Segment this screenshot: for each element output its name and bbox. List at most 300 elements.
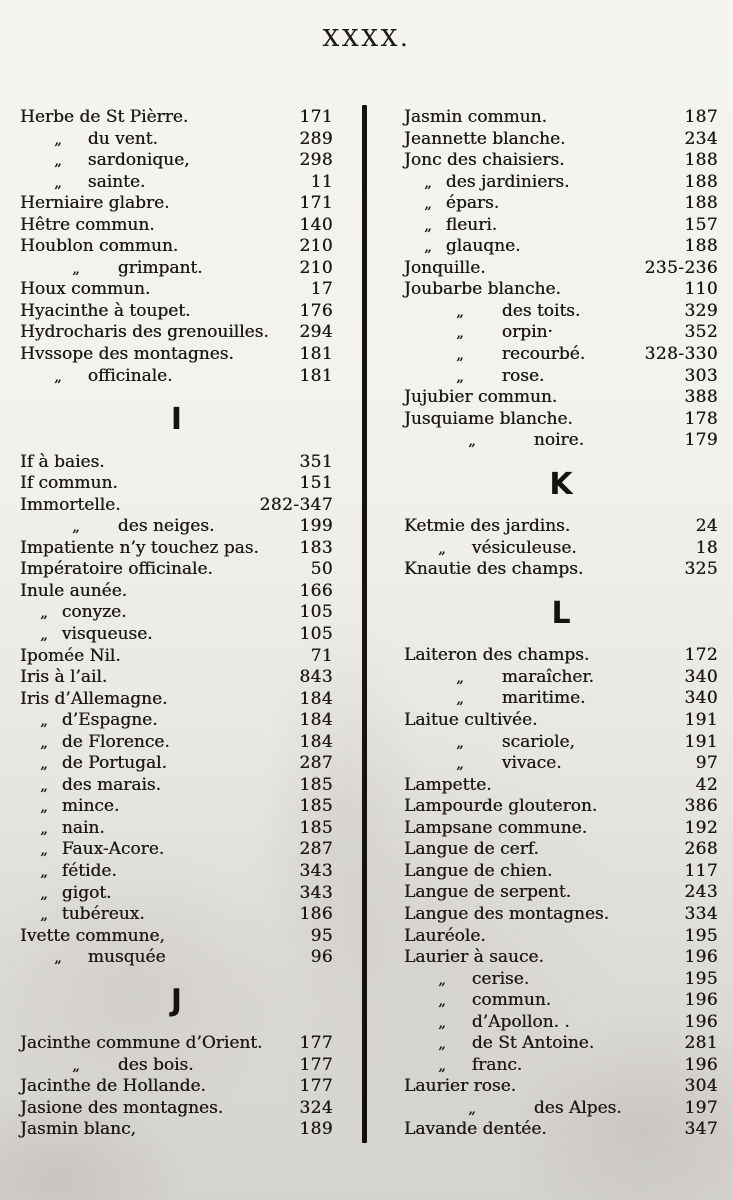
entry-page-number: 71: [310, 645, 333, 666]
entry-page-number: 177: [299, 1054, 333, 1075]
ditto-mark: „: [40, 624, 48, 643]
index-entry: [404, 301, 718, 323]
entry-label: noire.: [533, 430, 584, 451]
entry-label: de Florence.: [61, 731, 170, 752]
entry-label: Impératoire officinale.: [20, 559, 213, 580]
entry-page-number: 185: [299, 817, 333, 838]
index-entry: [404, 150, 718, 172]
entry-label: orpin·: [501, 322, 553, 343]
index-entry: [20, 883, 333, 905]
ditto-mark: „: [456, 323, 464, 342]
index-entry: [404, 1055, 718, 1077]
ditto-mark: „: [54, 129, 62, 148]
entry-label: Jacinthe de Hollande.: [20, 1076, 206, 1097]
index-entry: [20, 689, 333, 711]
index-entry: [404, 430, 718, 452]
index-entry: [404, 107, 718, 129]
entry-page-number: 110: [684, 279, 718, 300]
index-entry: [404, 1098, 718, 1120]
entry-page-number: 268: [684, 839, 718, 860]
entry-label: Lavande dentée.: [404, 1119, 547, 1140]
ditto-mark: „: [468, 1098, 476, 1117]
entry-label: vivace.: [501, 753, 562, 774]
index-entry: [404, 947, 718, 969]
index-entry: [404, 279, 718, 301]
entry-page-number: 289: [299, 128, 333, 149]
entry-page-number: 172: [684, 645, 718, 666]
entry-page-number: 196: [684, 947, 718, 968]
entry-page-number: 157: [684, 214, 718, 235]
entry-page-number: 351: [299, 451, 333, 472]
ditto-mark: „: [456, 301, 464, 320]
index-entry: [20, 861, 333, 883]
entry-label: d’Apollon. .: [471, 1011, 570, 1032]
entry-label: Langue de chien.: [404, 860, 553, 881]
ditto-mark: „: [438, 969, 446, 988]
ditto-mark: „: [40, 732, 48, 751]
ditto-mark: „: [40, 905, 48, 924]
entry-page-number: 195: [684, 968, 718, 989]
ditto-mark: „: [40, 862, 48, 880]
entry-page-number: 171: [299, 107, 333, 127]
entry-page-number: 235-236: [644, 257, 718, 278]
entry-page-number: 105: [299, 623, 333, 644]
entry-page-number: 188: [684, 193, 718, 214]
ditto-mark: „: [438, 538, 446, 557]
index-entry: [404, 926, 718, 948]
index-entry: [404, 236, 718, 258]
index-entry: [20, 473, 333, 495]
ditto-mark: „: [72, 517, 80, 536]
page-folio-number: XXXX.: [322, 26, 411, 52]
entry-label: musquée: [87, 947, 166, 968]
index-entry: [20, 926, 333, 948]
index-entry: [404, 559, 718, 581]
ditto-mark: „: [72, 258, 80, 277]
entry-label: Langue de cerf.: [404, 839, 539, 860]
entry-page-number: 287: [299, 753, 333, 774]
index-entry: [404, 861, 718, 883]
entry-page-number: 195: [684, 925, 718, 946]
index-entry: [20, 602, 333, 624]
index-entry: [404, 732, 718, 754]
index-entry: [404, 538, 718, 560]
section-letter-i: I: [170, 401, 183, 437]
entry-page-number: 325: [684, 559, 718, 580]
entry-page-number: 186: [299, 904, 333, 925]
entry-label: Lampsane commune.: [404, 817, 588, 838]
index-entry: [404, 1119, 718, 1141]
entry-label: épars.: [445, 193, 500, 214]
ditto-mark: „: [456, 732, 464, 751]
entry-label: Jusquiame blanche.: [404, 408, 573, 429]
index-entry: [404, 969, 718, 991]
entry-label: de St Antoine.: [471, 1033, 595, 1054]
entry-page-number: 188: [684, 171, 718, 192]
index-entry: [404, 1012, 718, 1034]
entry-label: Hydrocharis des grenouilles.: [20, 322, 269, 343]
entry-label: Immortelle.: [20, 494, 121, 515]
entry-label: fétide.: [61, 861, 117, 881]
entry-page-number: 185: [299, 796, 333, 817]
ditto-mark: „: [40, 603, 48, 622]
entry-page-number: 196: [684, 1011, 718, 1032]
section-letter-j: J: [170, 983, 183, 1019]
section-letter-k: K: [549, 466, 573, 502]
entry-label: Jeannette blanche.: [404, 128, 566, 149]
ditto-mark: „: [40, 818, 48, 837]
entry-page-number: 352: [684, 322, 718, 343]
entry-page-number: 340: [684, 688, 718, 709]
index-entry: [404, 516, 718, 538]
index-entry: [404, 322, 718, 344]
entry-label: Jacinthe commune d’Orient.: [20, 1033, 263, 1054]
entry-page-number: 388: [684, 387, 718, 408]
index-entry: [404, 366, 718, 388]
entry-label: Jonc des chaisiers.: [404, 150, 565, 171]
entry-label: conyze.: [61, 602, 127, 623]
entry-page-number: 42: [695, 774, 718, 795]
index-entry: [20, 646, 333, 668]
index-entry: [20, 107, 333, 129]
entry-page-number: 386: [684, 796, 718, 817]
entry-label: glauqne.: [445, 236, 521, 257]
index-entry: [404, 1076, 718, 1098]
index-entry: [404, 882, 718, 904]
entry-label: Laitue cultivée.: [404, 710, 538, 731]
entry-page-number: 234: [684, 128, 718, 149]
ditto-mark: „: [424, 194, 432, 213]
entry-page-number: 328-330: [644, 344, 718, 365]
index-entry: [20, 129, 333, 151]
index-entry: [20, 904, 333, 926]
entry-label: des bois.: [117, 1054, 194, 1075]
entry-page-number: 177: [299, 1076, 333, 1097]
index-entry: [404, 258, 718, 280]
entry-label: Langue de serpent.: [404, 882, 572, 903]
ditto-mark: „: [72, 1055, 80, 1074]
entry-label: visqueuse.: [61, 623, 153, 644]
entry-label: sardonique,: [87, 150, 190, 171]
index-entry: [404, 215, 718, 237]
entry-page-number: 347: [684, 1119, 718, 1140]
index-entry: [20, 624, 333, 646]
index-entry: [404, 1033, 718, 1055]
index-entry: [20, 818, 333, 840]
entry-label: Faux-Acore.: [61, 839, 165, 860]
entry-label: Lampourde glouteron.: [404, 796, 598, 817]
entry-page-number: 329: [684, 300, 718, 321]
index-entry: [20, 1076, 333, 1098]
entry-label: If commun.: [20, 473, 118, 494]
entry-label: Jonquille.: [404, 257, 486, 278]
entry-label: d’Espagne.: [61, 710, 158, 731]
entry-label: Jasmin blanc,: [20, 1119, 136, 1140]
index-entry: [404, 129, 718, 151]
entry-page-number: 178: [684, 408, 718, 429]
entry-page-number: 294: [299, 322, 333, 343]
entry-page-number: 187: [684, 107, 718, 127]
entry-page-number: 192: [684, 817, 718, 838]
ditto-mark: „: [40, 711, 48, 730]
entry-page-number: 177: [299, 1033, 333, 1054]
index-entry: [20, 667, 333, 689]
entry-page-number: 304: [684, 1076, 718, 1097]
entry-page-number: 191: [684, 731, 718, 752]
entry-page-number: 334: [684, 903, 718, 924]
entry-label: Laurier rose.: [404, 1076, 517, 1097]
index-entry: [20, 710, 333, 732]
ditto-mark: „: [54, 948, 62, 967]
section-letter-l: L: [551, 595, 571, 631]
entry-label: rose.: [501, 365, 545, 386]
entry-label: nain.: [61, 817, 105, 838]
index-entry: [404, 796, 718, 818]
entry-page-number: 196: [684, 990, 718, 1011]
entry-label: Ipomée Nil.: [20, 645, 121, 666]
entry-label: mince.: [61, 796, 120, 817]
index-entry: [404, 839, 718, 861]
entry-page-number: 97: [695, 753, 718, 774]
index-entry: [20, 538, 333, 560]
entry-page-number: 184: [299, 710, 333, 731]
entry-page-number: 183: [299, 537, 333, 558]
entry-page-number: 243: [684, 882, 718, 903]
index-entry: [20, 215, 333, 237]
index-entry: [20, 796, 333, 818]
entry-label: Herbe de St Pièrre.: [20, 107, 189, 127]
entry-label: des marais.: [61, 774, 161, 795]
ditto-mark: „: [438, 1012, 446, 1031]
entry-page-number: 210: [299, 257, 333, 278]
ditto-mark: „: [438, 991, 446, 1010]
index-entry: [20, 366, 333, 388]
entry-label: maraîcher.: [501, 666, 594, 687]
entry-label: des jardiniers.: [445, 171, 570, 192]
entry-label: cerise.: [471, 968, 530, 989]
ditto-mark: „: [424, 237, 432, 256]
index-entry: [404, 753, 718, 775]
ditto-mark: „: [468, 431, 476, 450]
entry-page-number: 282-347: [259, 494, 333, 515]
entry-page-number: 171: [299, 193, 333, 214]
index-entry: [20, 150, 333, 172]
index-entry: [20, 344, 333, 366]
entry-label: recourbé.: [501, 344, 586, 365]
entry-label: sainte.: [87, 171, 146, 192]
entry-label: franc.: [471, 1054, 523, 1075]
entry-label: Iris d’Allemagne.: [20, 688, 168, 709]
entry-page-number: 184: [299, 688, 333, 709]
entry-label: gigot.: [61, 882, 112, 903]
index-entry: [404, 904, 718, 926]
entry-page-number: 105: [299, 602, 333, 623]
index-entry: [20, 753, 333, 775]
entry-label: Houx commun.: [20, 279, 151, 300]
index-entry: [20, 322, 333, 344]
index-entry: [20, 775, 333, 797]
entry-label: commun.: [471, 990, 552, 1011]
entry-page-number: 17: [310, 279, 333, 300]
entry-page-number: 324: [299, 1097, 333, 1118]
entry-page-number: 181: [299, 365, 333, 386]
index-entry: [404, 667, 718, 689]
ditto-mark: „: [40, 754, 48, 773]
entry-page-number: 151: [299, 473, 333, 494]
index-entry: [404, 387, 718, 409]
entry-label: Hyacinthe à toupet.: [20, 300, 191, 321]
index-entry: [20, 236, 333, 258]
entry-label: Impatiente n’y touchez pas.: [20, 537, 259, 558]
index-entry: [20, 839, 333, 861]
index-column-left: [20, 107, 333, 1141]
index-entry: [20, 258, 333, 280]
entry-page-number: 196: [684, 1054, 718, 1075]
entry-label: Houblon commun.: [20, 236, 179, 257]
index-entry: [404, 172, 718, 194]
ditto-mark: „: [40, 840, 48, 859]
entry-label: Iris à l’ail.: [20, 667, 108, 688]
entry-page-number: 96: [310, 947, 333, 968]
entry-page-number: 843: [299, 667, 333, 688]
index-entry: [404, 990, 718, 1012]
ditto-mark: „: [54, 366, 62, 385]
entry-page-number: 176: [299, 300, 333, 321]
entry-page-number: 287: [299, 839, 333, 860]
entry-label: Herniaire glabre.: [20, 193, 170, 214]
ditto-mark: „: [456, 754, 464, 773]
entry-label: Jasmin commun.: [404, 107, 547, 127]
entry-label: If à baies.: [20, 451, 105, 472]
entry-page-number: 343: [299, 861, 333, 881]
ditto-mark: „: [456, 366, 464, 385]
ditto-mark: „: [424, 172, 432, 191]
ditto-mark: „: [54, 151, 62, 170]
index-entry: [20, 1119, 333, 1141]
index-entry: [20, 947, 333, 969]
ditto-mark: „: [40, 883, 48, 902]
entry-page-number: 343: [299, 882, 333, 903]
index-entry: [20, 495, 333, 517]
index-entry: [404, 710, 718, 732]
entry-label: des Alpes.: [533, 1097, 622, 1118]
entry-page-number: 298: [299, 150, 333, 171]
entry-page-number: 184: [299, 731, 333, 752]
entry-label: Jasione des montagnes.: [20, 1097, 224, 1118]
entry-page-number: 140: [299, 214, 333, 235]
index-entry: [404, 645, 718, 667]
entry-label: Lampette.: [404, 774, 492, 795]
entry-label: des toits.: [501, 300, 581, 321]
entry-page-number: 188: [684, 236, 718, 257]
index-entry: [404, 775, 718, 797]
entry-label: Langue des montagnes.: [404, 903, 610, 924]
entry-label: de Portugal.: [61, 753, 167, 774]
index-entry: [20, 732, 333, 754]
index-entry: [404, 818, 718, 840]
index-entry: [404, 193, 718, 215]
entry-label: Lauréole.: [404, 925, 486, 946]
ditto-mark: „: [456, 345, 464, 364]
entry-page-number: 117: [684, 860, 718, 881]
entry-label: Hvssope des montagnes.: [20, 344, 234, 365]
entry-page-number: 210: [299, 236, 333, 257]
ditto-mark: „: [456, 689, 464, 708]
index-entry: [404, 409, 718, 431]
entry-page-number: 179: [684, 430, 718, 451]
ditto-mark: „: [40, 775, 48, 794]
entry-page-number: 50: [310, 559, 333, 580]
entry-label: Hêtre commun.: [20, 214, 155, 235]
entry-page-number: 95: [310, 925, 333, 946]
entry-label: Jujubier commun.: [404, 387, 558, 408]
entry-label: vésiculeuse.: [471, 537, 577, 558]
index-column-right: [404, 107, 718, 1141]
entry-page-number: 188: [684, 150, 718, 171]
index-entry: [20, 279, 333, 301]
index-entry: [20, 301, 333, 323]
ditto-mark: „: [456, 667, 464, 686]
entry-label: tubéreux.: [61, 904, 145, 925]
entry-label: Inule aunée.: [20, 580, 128, 601]
entry-label: Laurier à sauce.: [404, 947, 544, 968]
index-entry: [20, 193, 333, 215]
entry-page-number: 281: [684, 1033, 718, 1054]
entry-page-number: 24: [695, 516, 718, 537]
entry-label: scariole,: [501, 731, 575, 752]
index-entry: [404, 688, 718, 710]
entry-label: officinale.: [87, 365, 173, 386]
index-entry: [20, 1055, 333, 1077]
ditto-mark: „: [54, 172, 62, 191]
entry-page-number: 191: [684, 710, 718, 731]
entry-page-number: 185: [299, 774, 333, 795]
ditto-mark: „: [40, 797, 48, 816]
index-entry: [404, 344, 718, 366]
entry-label: Ketmie des jardins.: [404, 516, 571, 537]
entry-label: grimpant.: [117, 257, 203, 278]
entry-label: maritime.: [501, 688, 586, 709]
entry-page-number: 18: [695, 537, 718, 558]
index-entry: [20, 1098, 333, 1120]
column-divider-rule: [362, 105, 367, 1143]
ditto-mark: „: [438, 1034, 446, 1053]
entry-label: Ivette commune,: [20, 925, 165, 946]
entry-label: fleuri.: [445, 214, 498, 235]
entry-page-number: 166: [299, 580, 333, 601]
entry-page-number: 189: [299, 1119, 333, 1140]
entry-label: du vent.: [87, 128, 158, 149]
index-entry: [20, 1033, 333, 1055]
entry-label: des neiges.: [117, 516, 215, 537]
entry-label: Knautie des champs.: [404, 559, 584, 580]
entry-page-number: 181: [299, 344, 333, 365]
index-entry: [20, 559, 333, 581]
entry-page-number: 199: [299, 516, 333, 537]
index-entry: [20, 452, 333, 474]
ditto-mark: „: [424, 215, 432, 234]
entry-page-number: 197: [684, 1097, 718, 1118]
entry-label: Joubarbe blanche.: [404, 279, 561, 300]
entry-page-number: 303: [684, 365, 718, 386]
index-entry: [20, 581, 333, 603]
entry-label: Laiteron des champs.: [404, 645, 590, 666]
ditto-mark: „: [438, 1055, 446, 1074]
index-entry: [20, 516, 333, 538]
entry-page-number: 11: [310, 171, 333, 192]
index-entry: [20, 172, 333, 194]
entry-page-number: 340: [684, 666, 718, 687]
